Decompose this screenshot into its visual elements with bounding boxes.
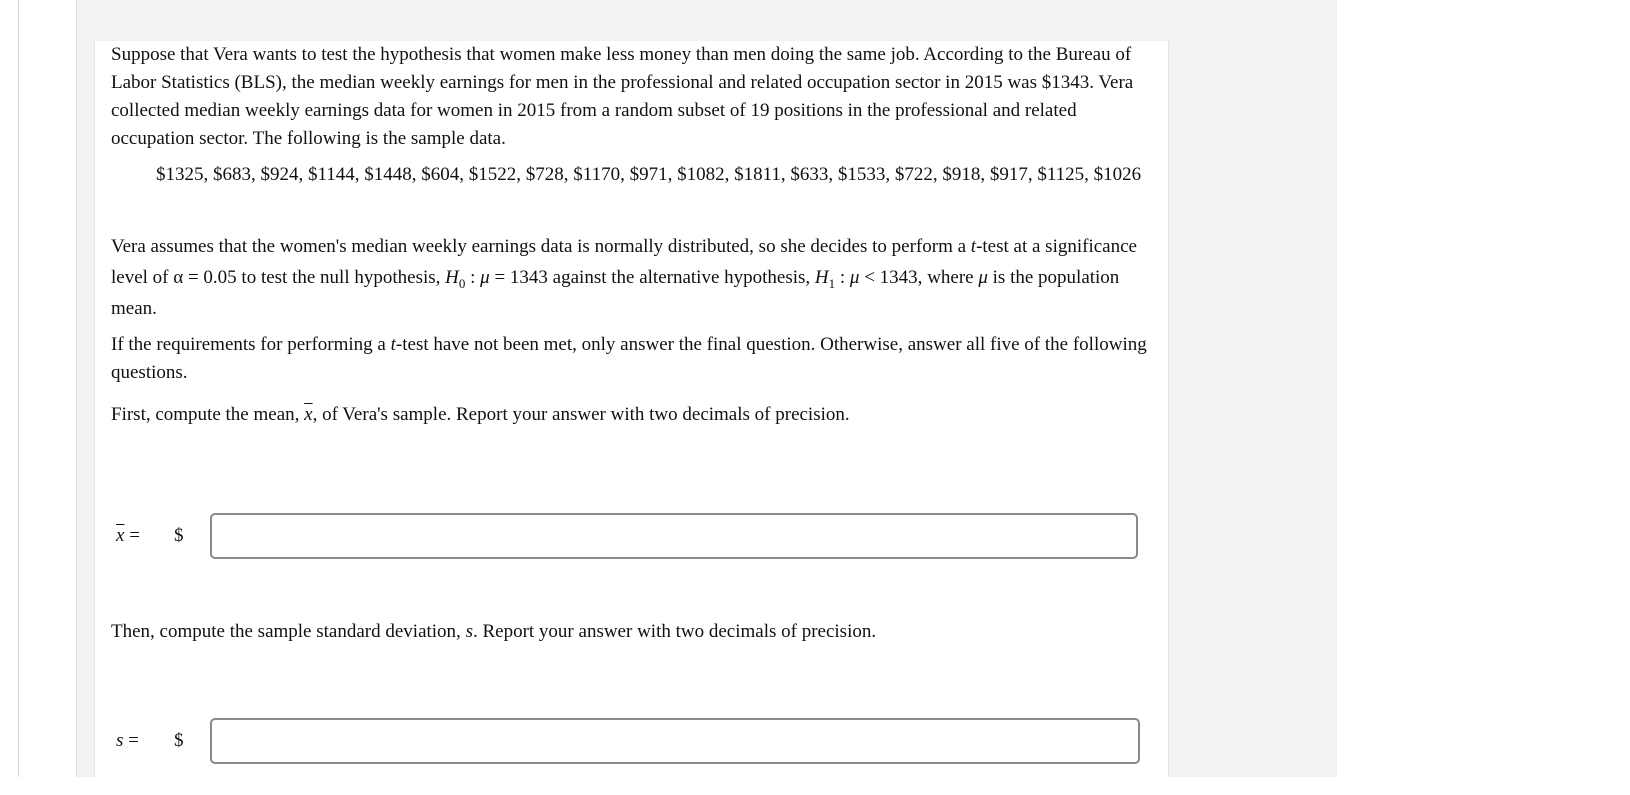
equals-sign: = [124,525,140,546]
text-span: , of Vera's sample. Report your answer with two decimals of precision. [312,404,850,425]
s-symbol: s [116,730,124,751]
dollar-sign: $ [174,730,184,751]
problem-intro: Suppose that Vera wants to test the hypothesis that women make less money than men doing the same job. According to the Bureau of Labor Statistics (BLS), the median weekly earnings for men in the professional and related occupation sector in 2015 was $1343. Vera collected median weekly earnings data for women in 2015 from a random subset of 19 positions in the professional and related occupation sector. The following is the sample data. [111,44,1134,149]
text-span: First, compute the mean, [111,404,305,425]
s-symbol: s [465,621,473,642]
requirements-note [111,331,1151,387]
question-card [94,41,1169,777]
text-span: : [465,267,481,288]
test-description [111,231,1151,324]
text-span: = 1343 against the alternative hypothesis, [489,267,815,288]
mu-symbol: μ [849,267,860,288]
text-span: < 1343, [859,267,923,288]
mu-symbol: μ [978,267,988,288]
t-symbol: t [390,334,396,355]
h0-subscript: 0 [458,275,466,291]
t-symbol: t [970,236,977,257]
bottom-strip [0,777,1630,795]
text-span: is the population mean. [111,267,1120,319]
sample-data: $1325, $683, $924, $1144, $1448, $604, $1522, $728, $1170, $971, $1082, $1811, $633, $1533, $722, $918, $917, $1125, $1026 [156,164,1142,185]
sd-label [111,727,174,755]
question-standard-deviation [111,618,1151,646]
equals-sign: = [123,730,139,751]
text-span: -test at a significance level of α = 0.05 to test the null hypothesis, [111,236,1137,288]
text-span: . Report your answer with two decimals of precision. [472,621,877,642]
xbar-symbol: $\overline{x}$ [304,404,313,425]
sd-input[interactable] [210,718,1140,764]
left-rail [0,0,19,777]
xbar-symbol: $\overline{x}$ [116,525,125,546]
mean-input[interactable] [210,513,1138,559]
text-span: where [922,267,979,288]
text-span: -test have not been met, only answer the final question. Otherwise, answer all five of the following questions. [111,334,1147,383]
text-span: Vera assumes that the women's median weekly earnings data is normally distributed, so she decides to perform a [111,236,971,257]
h1-symbol: H [814,267,829,288]
h0-symbol: H [445,267,459,288]
left-gutter [19,0,77,777]
sd-answer-row [111,717,1140,765]
mean-answer-row [111,512,1138,560]
dollar-sign: $ [174,525,184,546]
h1-subscript: 1 [828,275,836,291]
text-span: If the requirements for performing a [111,334,391,355]
mean-label [111,522,174,550]
text-span: : [835,267,850,288]
text-span: Then, compute the sample standard deviation, [111,621,466,642]
question-mean [111,401,1151,429]
mu-symbol: μ [480,267,490,288]
